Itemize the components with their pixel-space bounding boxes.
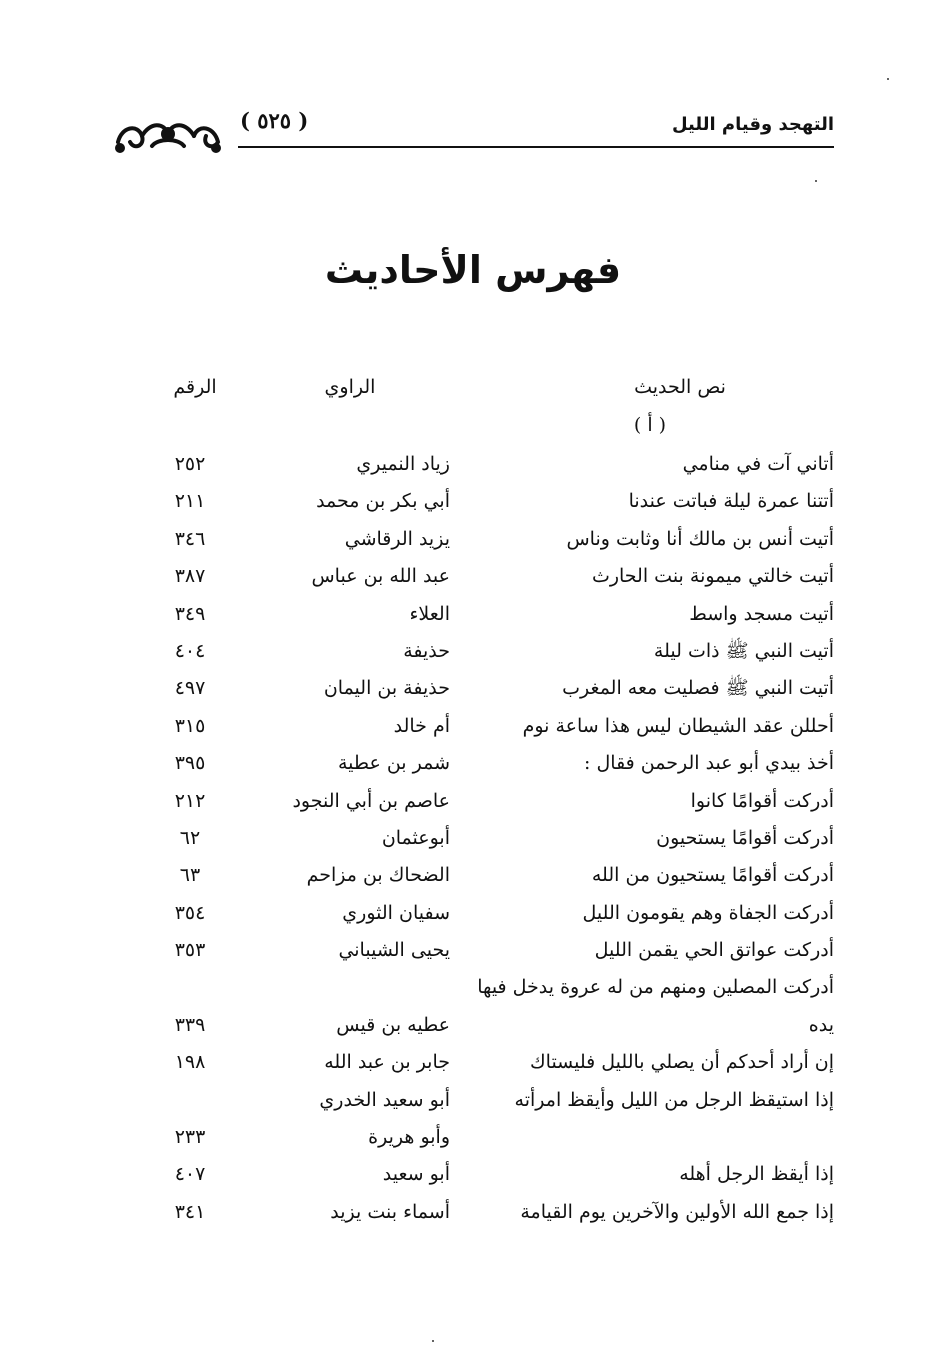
hadith-text: يده xyxy=(808,1013,834,1036)
table-row xyxy=(0,745,946,782)
hadith-number: ٣٩٥ xyxy=(174,752,206,775)
narrator-name: عاصم بن أبي النجود xyxy=(292,789,450,812)
hadith-text: أدركت أقوامًا يستحيون xyxy=(656,826,834,849)
narrator-name: أبو سعيد xyxy=(382,1163,450,1186)
table-row xyxy=(0,1156,946,1193)
narrator-name: يزيد الرقاشي xyxy=(344,527,450,550)
table-row xyxy=(0,895,946,932)
table-row xyxy=(0,1007,946,1044)
hadith-text: إذا جمع الله الأولين والآخرين يوم القيامة xyxy=(520,1200,834,1223)
table-row xyxy=(0,521,946,558)
narrator-name: أبي بكر بن محمد xyxy=(316,490,450,513)
hadith-number: ٣٤١ xyxy=(174,1200,206,1223)
hadith-number: ٢٥٢ xyxy=(174,453,206,475)
table-row xyxy=(0,932,946,969)
hadith-number: ٢١٢ xyxy=(174,789,206,812)
hadith-text: إن أراد أحدكم أن يصلي بالليل فليستاك xyxy=(530,1051,834,1074)
table-row xyxy=(0,783,946,820)
hadith-number: ٣٣٩ xyxy=(174,1013,206,1036)
hadith-number: ٤٠٧ xyxy=(174,1163,206,1186)
hadith-text: أدركت عواتق الحي يقمن الليل xyxy=(594,939,834,962)
narrator-name: أم خالد xyxy=(393,714,450,737)
hadith-number: ٣١٥ xyxy=(174,714,206,737)
page-title: فهرس الأحاديث xyxy=(324,248,622,292)
table-row xyxy=(0,1044,946,1081)
hadith-text: أدركت أقوامًا كانوا xyxy=(690,789,834,812)
hadith-text: أتيت مسجد واسط xyxy=(689,602,834,625)
running-header-title: التهجد وقيام الليل xyxy=(671,114,834,135)
column-header-text: نص الحديث xyxy=(634,376,726,398)
hadith-text: أتيت النبي ﷺ فصليت معه المغرب xyxy=(562,677,834,700)
table-row xyxy=(0,969,946,1006)
narrator-name: أبوعثمان xyxy=(381,826,450,849)
speck-mark xyxy=(432,1340,434,1342)
hadith-text: أدركت الجفاة وهم يقومون الليل xyxy=(582,901,834,924)
hadith-number: ٣٨٧ xyxy=(174,565,206,588)
hadith-text: أتيت أنس بن مالك أنا وثابت وناس xyxy=(566,527,834,550)
narrator-name: سفيان الثوري xyxy=(342,901,450,924)
section-letter: ( أ ) xyxy=(633,414,667,436)
table-row xyxy=(0,558,946,595)
narrator-name: وأبو هريرة xyxy=(368,1126,450,1149)
page-number: ( ٥٢٥ ) xyxy=(240,108,309,133)
narrator-name: أسماء بنت يزيد xyxy=(330,1200,450,1223)
speck-mark xyxy=(887,78,889,80)
hadith-number: ٤٠٤ xyxy=(174,639,206,662)
hadith-number: ٣٤٦ xyxy=(174,527,206,550)
hadith-text: أتاني آت في منامي xyxy=(682,453,834,475)
table-row xyxy=(0,857,946,894)
narrator-name: عطيه بن قيس xyxy=(336,1013,450,1036)
column-header-narrator: الراوي xyxy=(324,376,376,398)
column-header-number: الرقم xyxy=(173,376,217,398)
narrator-name: زياد النميري xyxy=(356,453,450,475)
table-row xyxy=(0,633,946,670)
table-row xyxy=(0,1194,946,1231)
hadith-number: ٦٢ xyxy=(179,826,201,849)
hadith-number: ٢٣٣ xyxy=(174,1126,206,1149)
header-rule xyxy=(238,146,834,148)
hadith-number: ٤٩٧ xyxy=(174,677,206,700)
hadith-number: ٣٤٩ xyxy=(174,602,206,625)
narrator-name: شمر بن عطية xyxy=(337,752,450,775)
hadith-text: أدركت أقوامًا يستحيون من الله xyxy=(591,864,834,887)
hadith-number: ٦٣ xyxy=(179,864,201,887)
hadith-number: ٣٥٣ xyxy=(174,939,206,962)
speck-mark xyxy=(815,180,817,182)
narrator-name: حذيفة بن اليمان xyxy=(323,677,450,700)
hadith-text: أتتنا عمرة ليلة فباتت عندنا xyxy=(628,490,834,513)
table-row xyxy=(0,483,946,520)
narrator-name: جابر بن عبد الله xyxy=(324,1051,450,1074)
narrator-name: العلاء xyxy=(409,602,450,625)
hadith-text: أدركت المصلين ومنهم من له عروة يدخل فيها xyxy=(477,976,834,999)
hadith-index-table xyxy=(0,446,946,1231)
hadith-text: أتيت النبي ﷺ ذات ليلة xyxy=(653,639,834,662)
hadith-number: ١٩٨ xyxy=(174,1051,206,1074)
hadith-text: إذا أيقظ الرجل أهله xyxy=(679,1163,834,1186)
hadith-text: أحللن عقد الشيطان ليس هذا ساعة نوم xyxy=(522,714,834,737)
hadith-number: ٢١١ xyxy=(174,490,206,513)
narrator-name: أبو سعيد الخدري xyxy=(319,1088,450,1111)
table-row xyxy=(0,670,946,707)
narrator-name: حذيفة xyxy=(403,639,450,662)
table-row xyxy=(0,446,946,483)
table-row xyxy=(0,708,946,745)
table-row xyxy=(0,1119,946,1156)
hadith-number: ٣٥٤ xyxy=(174,901,206,924)
narrator-name: يحيى الشيباني xyxy=(338,939,450,962)
decorative-ornament-icon xyxy=(112,112,224,158)
hadith-text: إذا استيقظ الرجل من الليل وأيقظ امرأته xyxy=(514,1088,834,1111)
table-row xyxy=(0,596,946,633)
narrator-name: عبد الله بن عباس xyxy=(311,565,450,588)
table-row xyxy=(0,820,946,857)
narrator-name: الضحاك بن مزاحم xyxy=(306,864,450,887)
hadith-text: أخذ بيدي أبو عبد الرحمن فقال : xyxy=(584,752,834,775)
hadith-text: أتيت خالتي ميمونة بنت الحارث xyxy=(591,565,834,588)
table-row xyxy=(0,1082,946,1119)
